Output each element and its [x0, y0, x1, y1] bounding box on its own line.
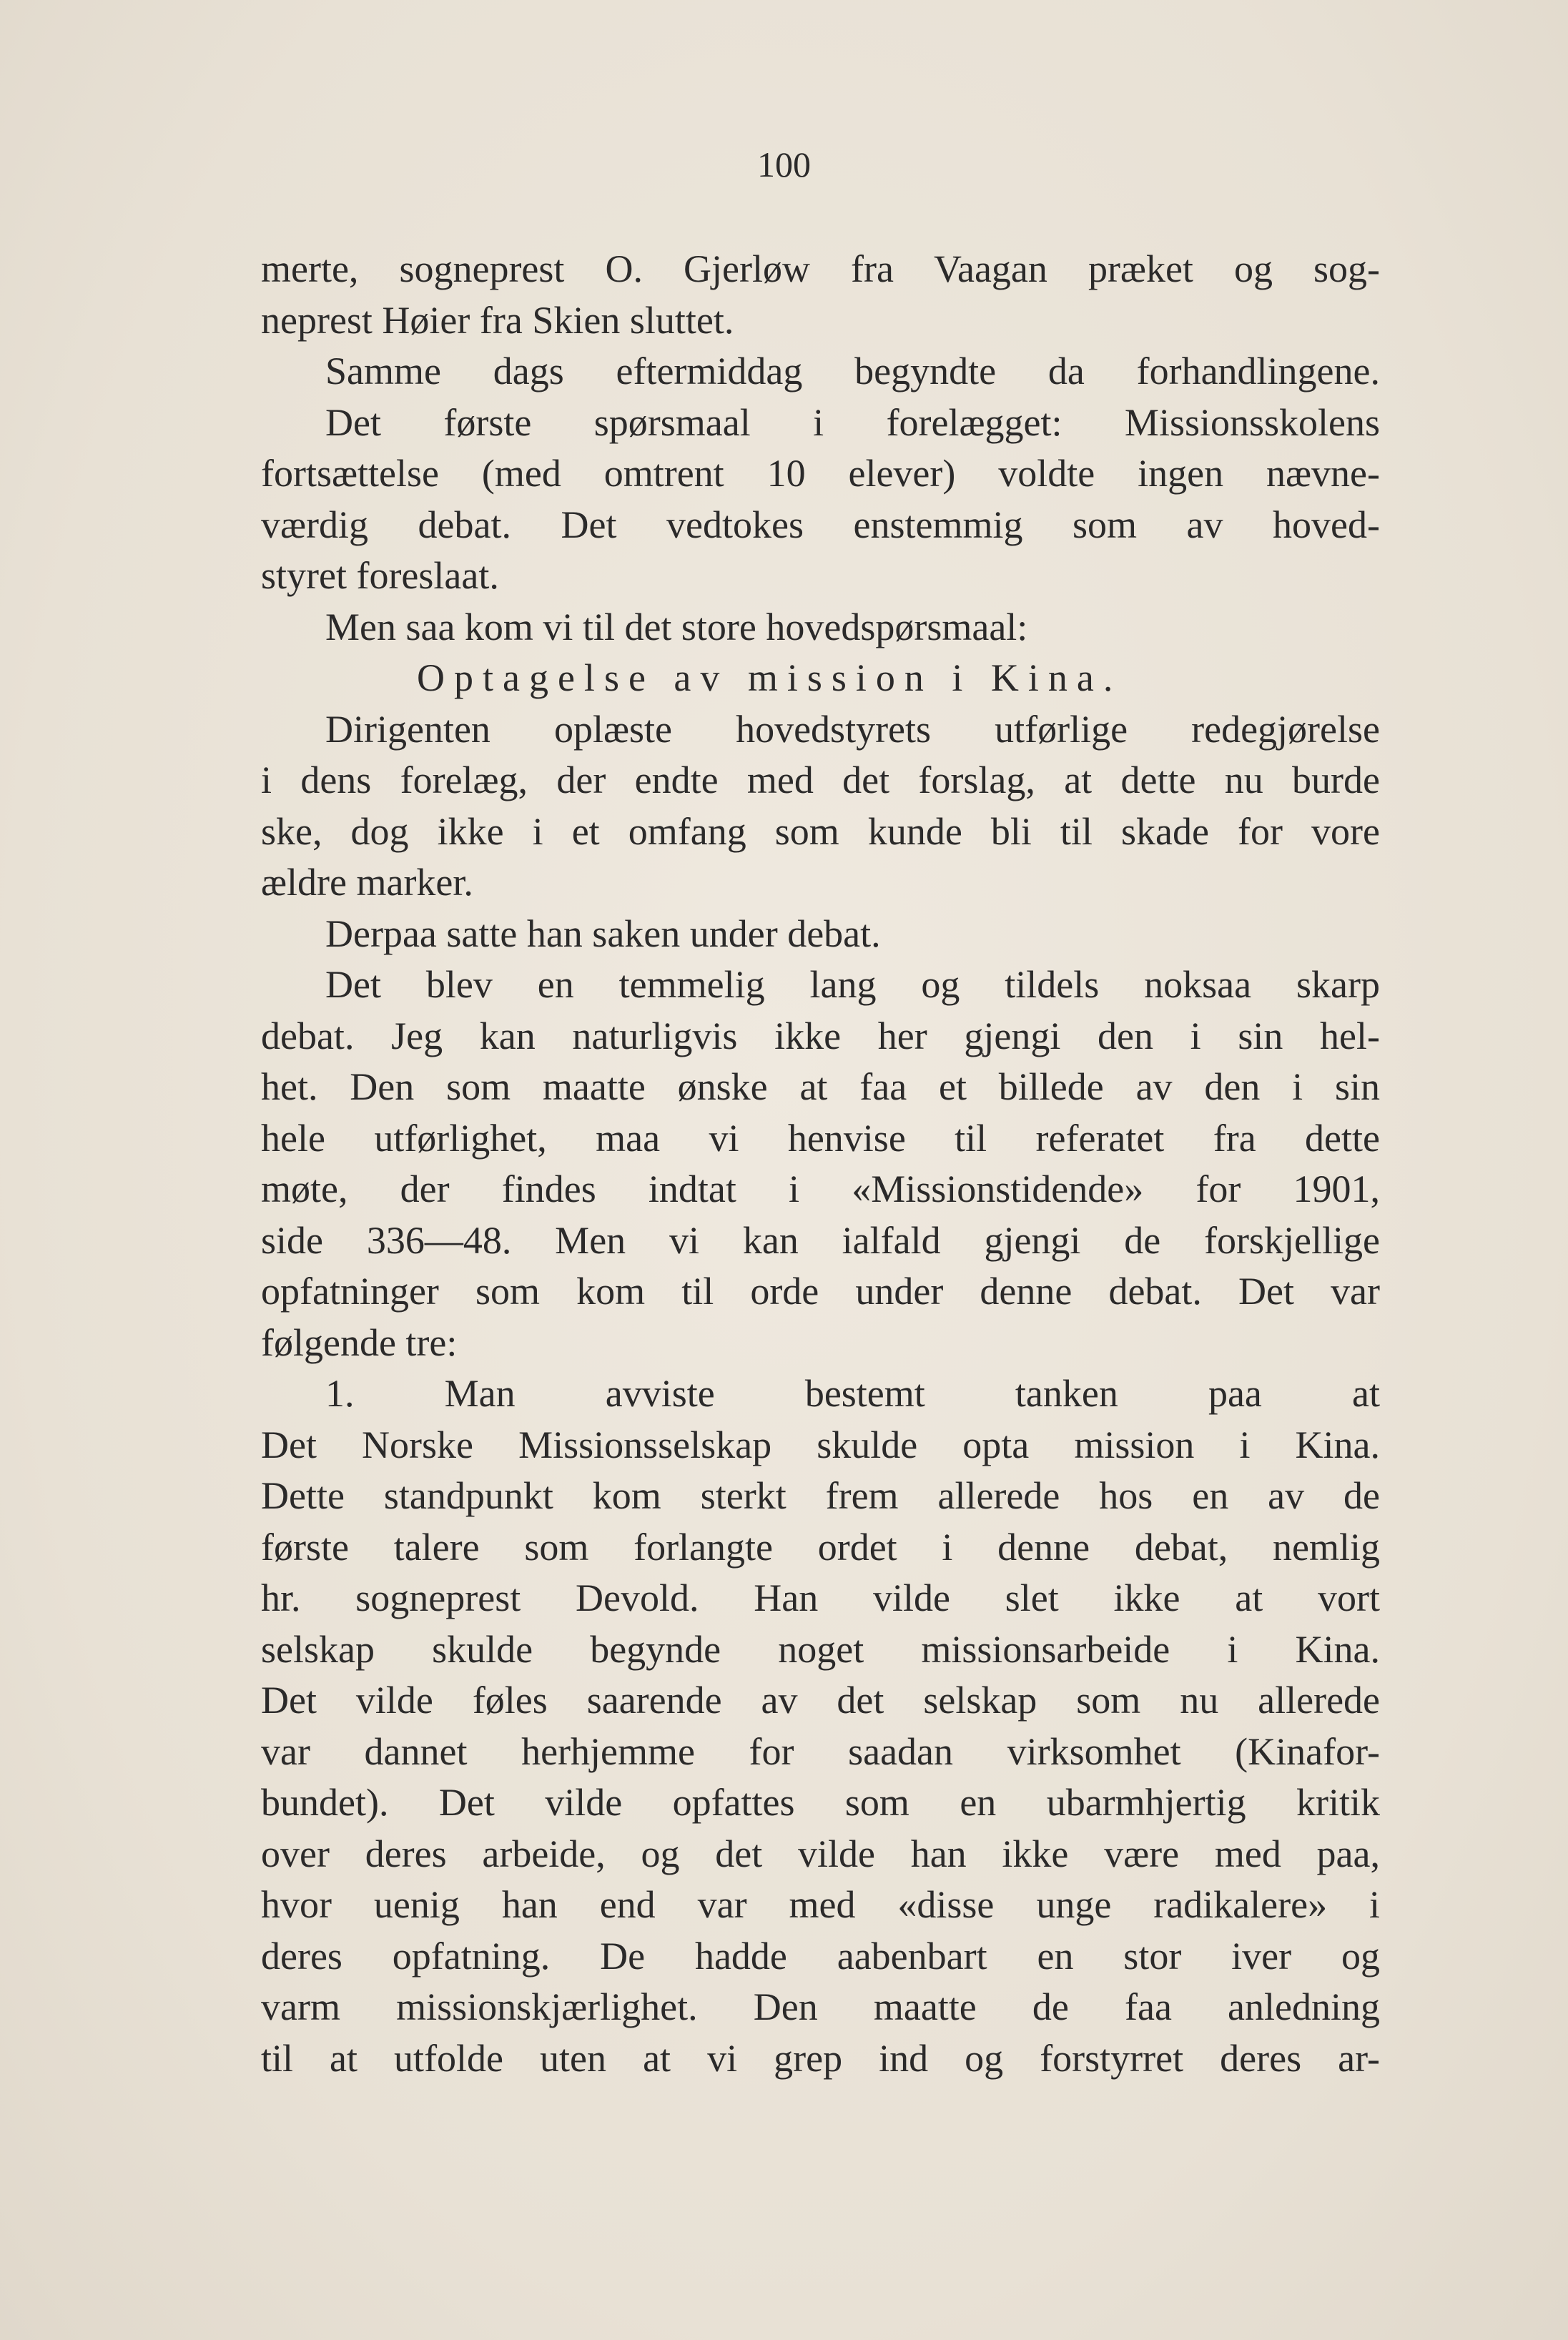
text-line: var dannet herhjemme for saadan virksomhet (Kinafor- — [261, 1729, 1380, 1773]
text-line: Men saa kom vi til det store hovedspørsmaal: — [325, 605, 1028, 648]
text-line: hr. sogneprest Devold. Han vilde slet ikke at vort — [261, 1576, 1380, 1619]
text-line: Dette standpunkt kom sterkt frem allerede hos en av de — [261, 1474, 1380, 1517]
body-text — [261, 244, 1380, 2084]
text-line: i dens forelæg, der endte med det forslag, at dette nu burde — [261, 759, 1380, 801]
text-line: Det første spørsmaal i forelægget: Missionsskolens — [325, 400, 1380, 444]
text-line: Det blev en temmelig lang og tildels noksaa skarp — [325, 963, 1380, 1006]
text-line: deres opfatning. De hadde aabenbart en stor iver og — [261, 1934, 1380, 1978]
text-line: ældre marker. — [261, 861, 473, 904]
section-heading: Optagelse av mission i Kina. — [417, 656, 1123, 699]
text-line: Dirigenten oplæste hovedstyrets utførlige redegjørelse — [325, 707, 1380, 751]
text-line: hvor uenig han end var med «disse unge radikalere» i — [261, 1883, 1380, 1926]
text-line: fortsættelse (med omtrent 10 elever) voldte ingen nævne- — [261, 452, 1380, 495]
text-line: følgende tre: — [261, 1320, 458, 1364]
text-line: styret foreslaat. — [261, 554, 499, 597]
text-line: Det Norske Missionsselskap skulde opta mission i Kina. — [261, 1423, 1380, 1466]
text-line: merte, sogneprest O. Gjerløw fra Vaagan præket og sog- — [261, 247, 1380, 290]
text-line: varm missionskjærlighet. Den maatte de faa anledning — [261, 1985, 1380, 2028]
text-line: het. Den som maatte ønske at faa et billede av den i sin — [261, 1065, 1380, 1108]
text-line: hele utførlighet, maa vi henvise til referatet fra dette — [261, 1116, 1380, 1160]
page-number: 100 — [757, 144, 811, 184]
text-line: værdig debat. Det vedtokes enstemmig som av hoved- — [261, 503, 1380, 546]
text-line: neprest Høier fra Skien sluttet. — [261, 298, 734, 342]
text-line: til at utfolde uten at vi grep ind og forstyrret deres ar- — [261, 2036, 1380, 2080]
text-line: selskap skulde begynde noget missionsarbeide i Kina. — [261, 1627, 1380, 1671]
text-line: Derpaa satte han saken under debat. — [325, 912, 881, 955]
text-line: Samme dags eftermiddag begyndte da forhandlingene. — [325, 350, 1380, 393]
text-line: opfatninger som kom til orde under denne debat. Det var — [261, 1270, 1380, 1313]
text-line: første talere som forlangte ordet i denne debat, nemlig — [261, 1525, 1380, 1569]
text-line: ske, dog ikke i et omfang som kunde bli til skade for vore — [261, 809, 1380, 853]
text-line: 1. Man avviste bestemt tanken paa at — [325, 1372, 1380, 1415]
text-line: debat. Jeg kan naturligvis ikke her gjengi den i sin hel- — [261, 1014, 1380, 1057]
text-line: bundet). Det vilde opfattes som en ubarmhjertig kritik — [261, 1781, 1380, 1824]
text-line: over deres arbeide, og det vilde han ikke være med paa, — [261, 1832, 1380, 1875]
text-line: side 336—48. Men vi kan ialfald gjengi de forskjellige — [261, 1218, 1380, 1262]
text-line: møte, der findes indtat i «Missionstidende» for 1901, — [261, 1167, 1380, 1210]
text-line: Det vilde føles saarende av det selskap som nu allerede — [261, 1679, 1380, 1722]
